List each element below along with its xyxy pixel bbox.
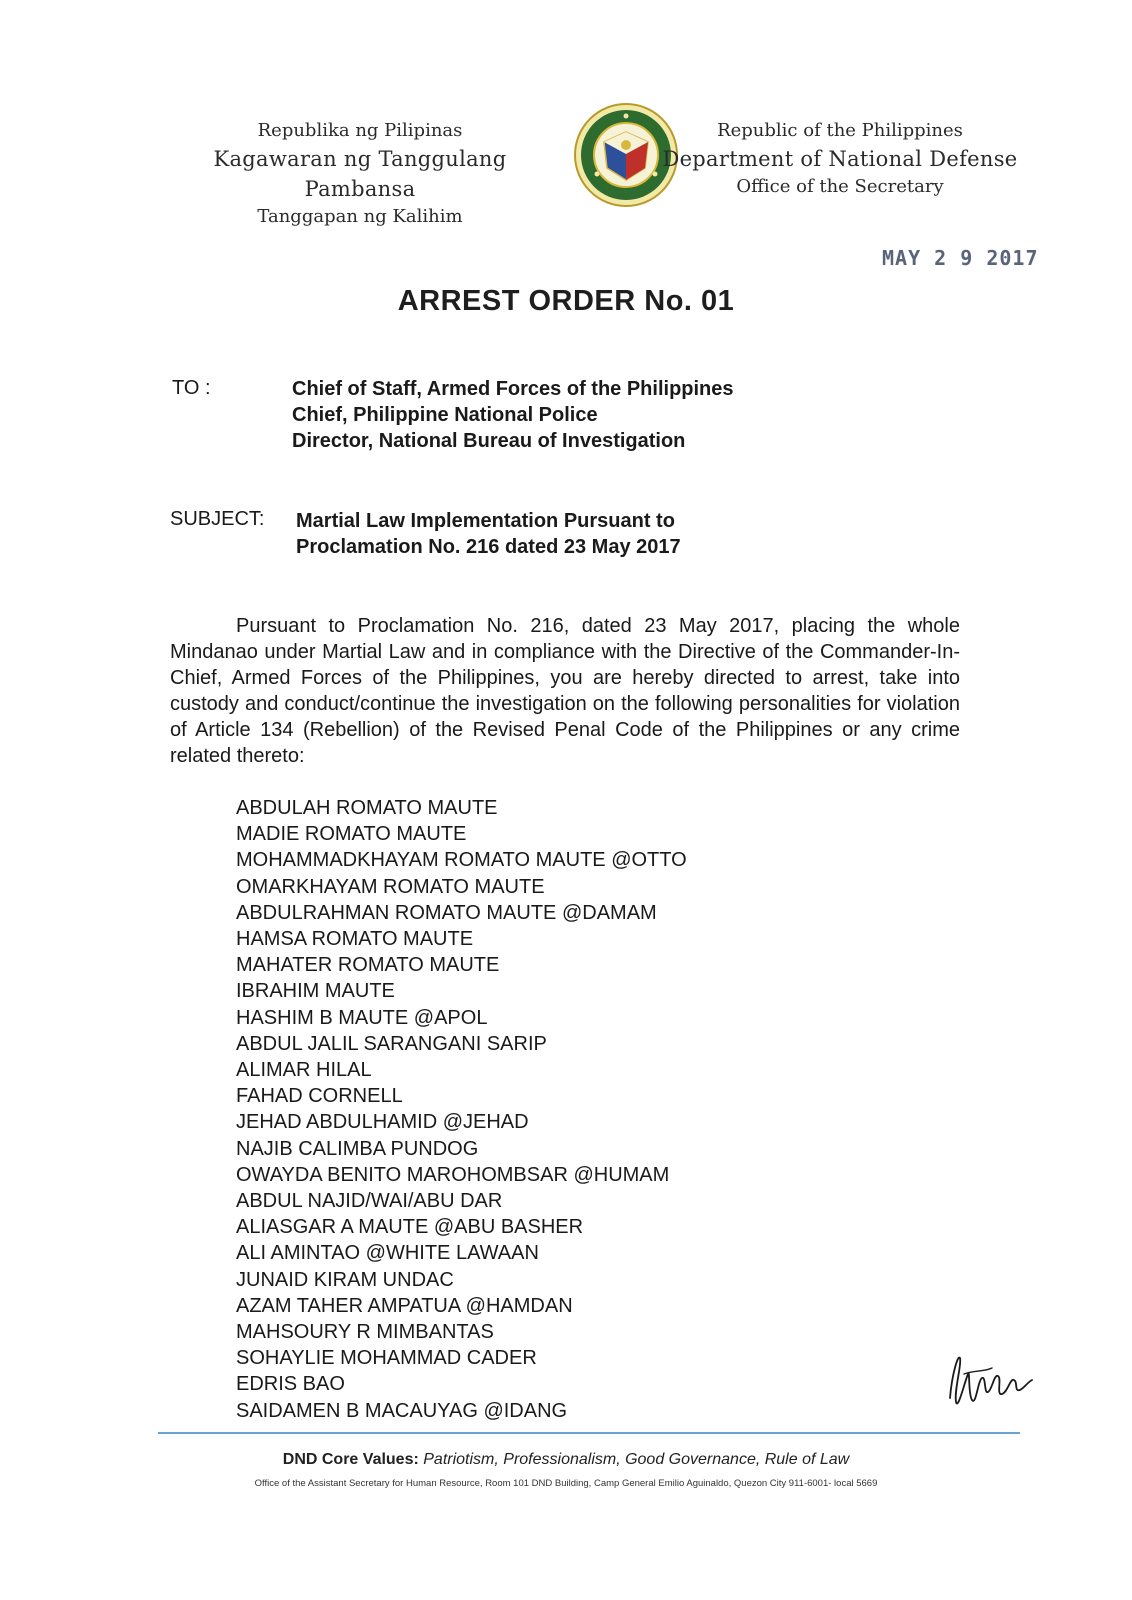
core-values-label: DND Core Values: [282,1451,424,1468]
name-item: JUNAID KIRAM UNDAC [236,1268,454,1291]
subject-line: Proclamation No. 216 dated 23 May 2017 [296,536,681,558]
body-paragraph: Pursuant to Proclamation No. 216, dated 23 May 2017, placing the whole Mindanao under Martial Law and in compliance with the Directive of the Commander-In-Chief, Armed Forces of the Philippines, you are hereby directed to arrest, take into custody and conduct/continue the investigation on the following personalities for violation of Article 134 (Rebellion) of the Revised Penal Code of the Philippines or any crime related thereto: [170,615,960,767]
name-item: OWAYDA BENITO MAROHOMBSAR @HUMAM [236,1163,670,1186]
footer-divider [158,1432,1020,1434]
footer-address: Office of the Assistant Secretary for Human Resource, Room 101 DND Building, Camp General Emilio Aguinaldo, Quezon City 911-6001- local 5669 [254,1478,878,1489]
name-item: FAHAD CORNELL [236,1085,403,1108]
names-list [236,795,687,1424]
letterhead-filipino [160,118,560,230]
name-item: ABDULRAHMAN ROMATO MAUTE @DAMAM [236,901,657,924]
subject-line: Martial Law Implementation Pursuant to [296,510,675,532]
name-item: ABDUL JALIL SARANGANI SARIP [236,1032,547,1055]
letterhead-filipino-line2: Kagawaran ng Tanggulang Pambansa [213,147,507,201]
name-item: HAMSA ROMATO MAUTE [236,928,474,951]
to-label: TO : [172,377,211,399]
signature-icon [944,1344,1036,1416]
name-item: MOHAMMADKHAYAM ROMATO MAUTE @OTTO [236,849,687,872]
document-title: ARREST ORDER No. 01 [397,285,735,317]
letterhead-filipino-line1: Republika ng Pilipinas [257,120,463,141]
name-item: JEHAD ABDULHAMID @JEHAD [236,1111,529,1134]
name-item: MAHSOURY R MIMBANTAS [236,1321,494,1344]
letterhead-filipino-line3: Tanggapan ng Kalihim [257,206,463,227]
name-item: ALIMAR HILAL [236,1059,372,1082]
recipient-list [292,376,734,454]
name-item: IBRAHIM MAUTE [236,980,395,1003]
name-item: HASHIM B MAUTE @APOL [236,1006,488,1029]
date-stamp: MAY 2 9 2017 [882,246,1039,270]
core-values [0,1451,1132,1469]
recipient-item: Chief, Philippine National Police [292,404,598,426]
subject-text [296,508,681,560]
name-item: SOHAYLIE MOHAMMAD CADER [236,1347,537,1370]
name-item: AZAM TAHER AMPATUA @HAMDAN [236,1294,573,1317]
name-item: MAHATER ROMATO MAUTE [236,954,500,977]
name-item: ABDULAH ROMATO MAUTE [236,797,498,819]
recipient-item: Director, National Bureau of Investigation [292,430,686,452]
letterhead-english [640,118,1040,200]
subject-label: SUBJECT: [170,508,265,530]
letterhead-english-line2: Department of National Defense [662,147,1018,171]
core-values-text: Patriotism, Professionalism, Good Governance, Rule of Law [423,1451,850,1468]
name-item: NAJIB CALIMBA PUNDOG [236,1137,479,1160]
name-item: ABDUL NAJID/WAI/ABU DAR [236,1190,503,1213]
name-item: OMARKHAYAM ROMATO MAUTE [236,875,545,898]
letterhead-english-line3: Office of the Secretary [736,176,944,197]
name-item: EDRIS BAO [236,1373,345,1396]
name-item: ALIASGAR A MAUTE @ABU BASHER [236,1216,584,1239]
name-item: MADIE ROMATO MAUTE [236,823,467,846]
letterhead-english-line1: Republic of the Philippines [717,120,963,141]
recipient-item: Chief of Staff, Armed Forces of the Philippines [292,378,734,400]
name-item: SAIDAMEN B MACAUYAG @IDANG [236,1399,568,1422]
name-item: ALI AMINTAO @WHITE LAWAAN [236,1242,539,1265]
